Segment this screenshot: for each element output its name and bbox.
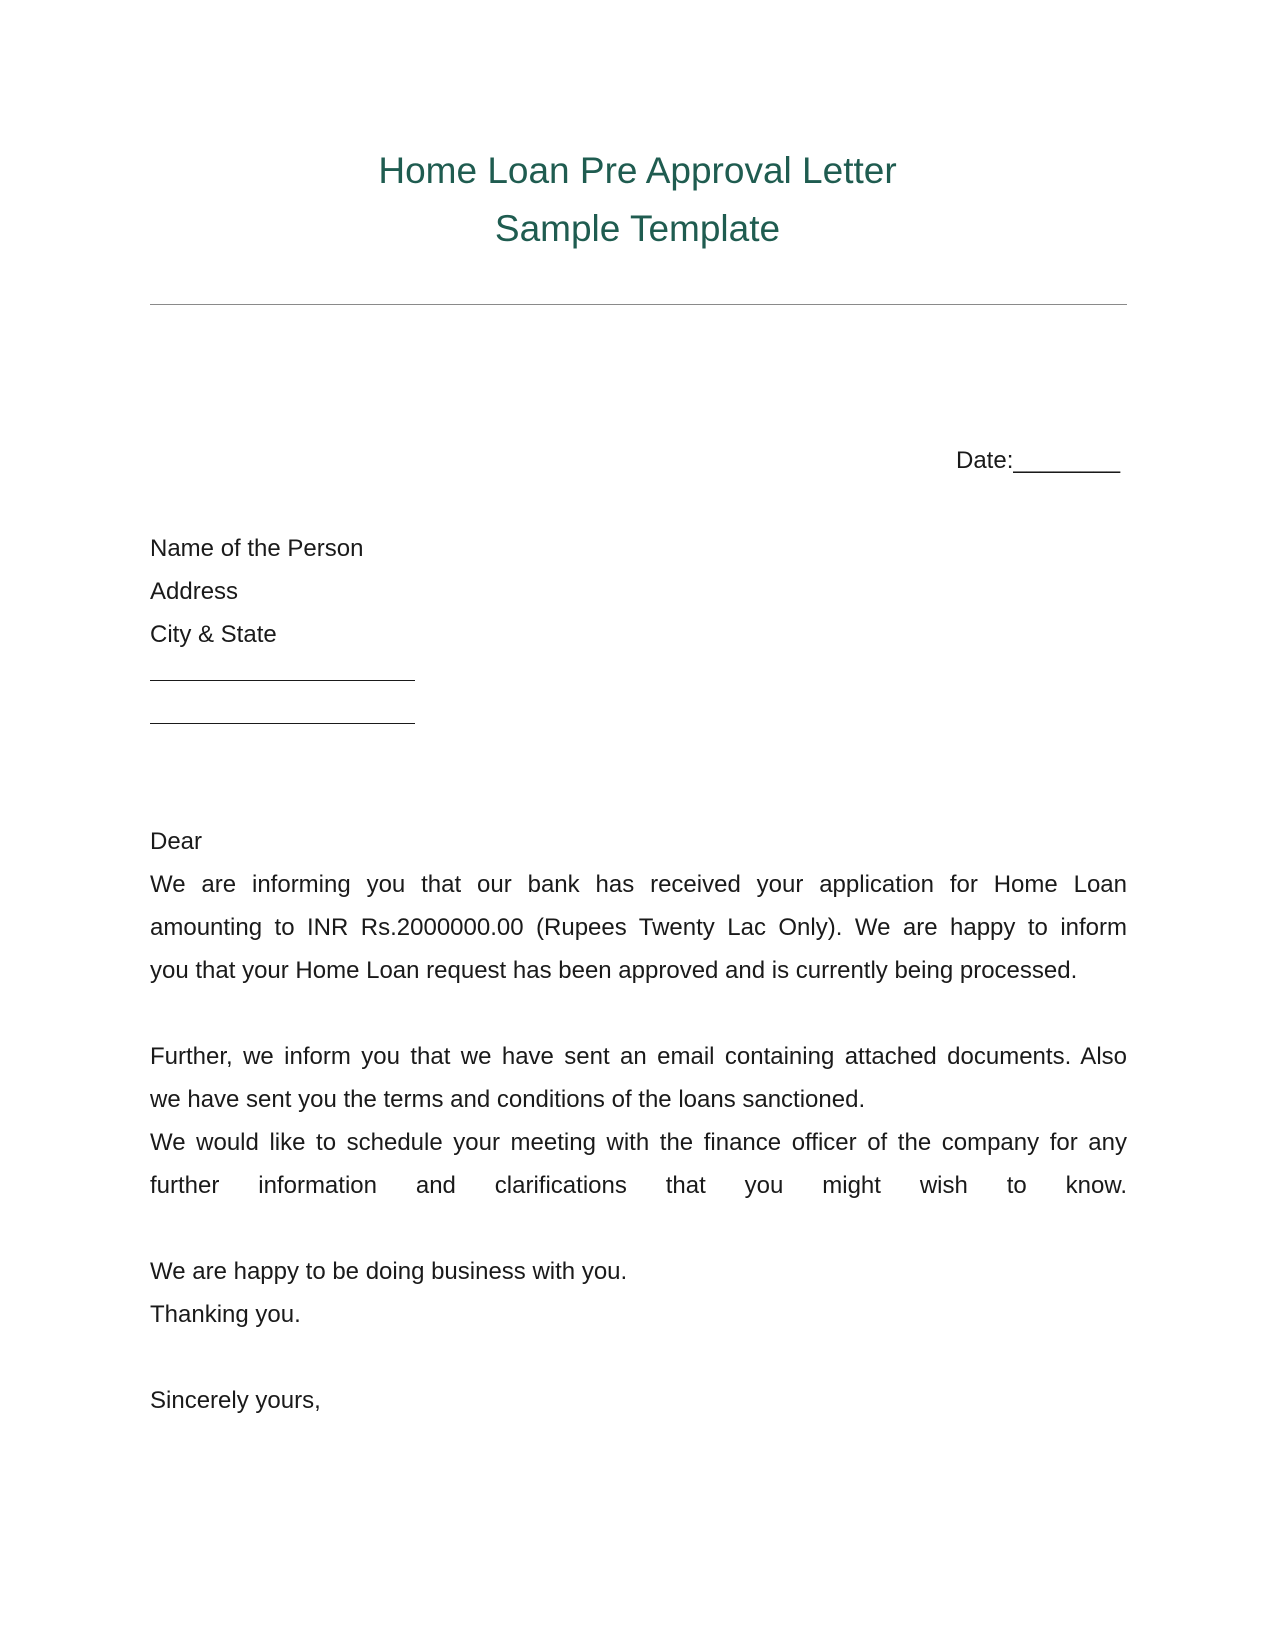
signoff: Sincerely yours, [150,1387,321,1414]
recipient-name: Name of the Person [150,535,364,562]
closing-line-2: Thanking you. [150,1301,301,1328]
blank-address-line-2 [150,723,415,724]
letter-subtitle: Sample Template [494,208,781,249]
salutation: Dear [150,828,203,855]
header-divider [150,304,1127,305]
paragraph-1-line-1: We are informing you that our bank has received your application for Home Loan [150,871,1127,898]
paragraph-1-line-2: amounting to INR Rs.2000000.00 (Rupees Twenty Lac Only). We are happy to inform [150,914,1127,941]
paragraph-3-line-1: We would like to schedule your meeting with the finance officer of the company for any [150,1129,1127,1156]
paragraph-1-line-3: you that your Home Loan request has been approved and is currently being processed. [150,957,1078,984]
blank-address-line-1 [150,680,415,681]
recipient-city-state: City & State [150,621,277,648]
paragraph-2-line-1: Further, we inform you that we have sent an email containing attached documents. Also [150,1043,1127,1070]
closing-line-1: We are happy to be doing business with you. [150,1258,628,1285]
date-field: Date:________ [956,447,1121,474]
paragraph-2-line-2: we have sent you the terms and conditions of the loans sanctioned. [150,1086,866,1113]
letter-title: Home Loan Pre Approval Letter [378,150,897,191]
recipient-address: Address [150,578,239,605]
paragraph-3-line-2: further information and clarifications that you might wish to know. [150,1172,1127,1199]
